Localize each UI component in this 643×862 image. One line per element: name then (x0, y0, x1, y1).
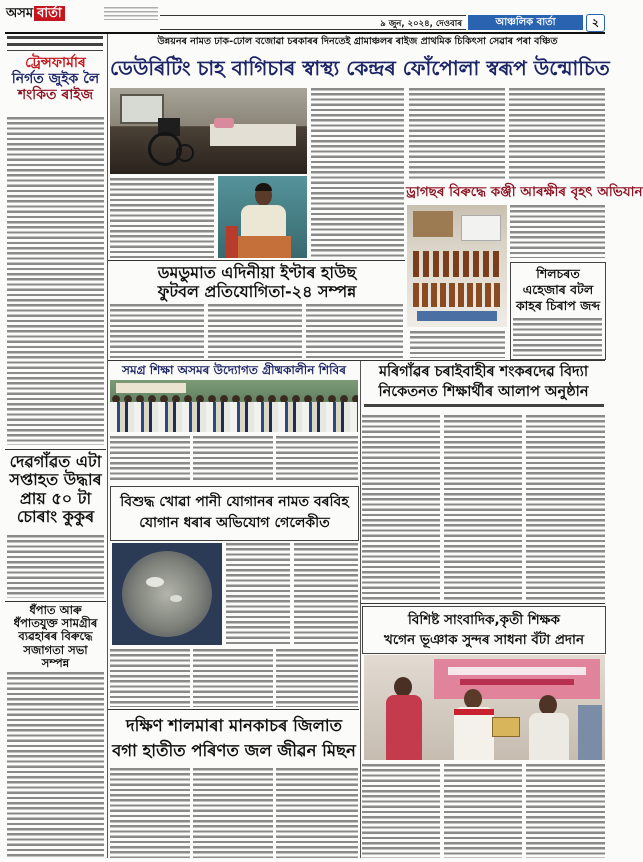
health-centre-kicker: উন্নয়নৰ নামত ঢাক-ঢোল বজোৱা চৰকাৰৰ দিনতেই গ্ৰামাঞ্চলৰ ৰাইজ প্ৰাথমিক চিকিৎসা সেৱাৰ পৰা বঞ্চিত (157, 36, 558, 47)
jal-jeevan-headline-line-2: বগা হাতীত পৰিণত জল জীৱন মিছন (112, 741, 356, 760)
transformer-kicker-lines (7, 36, 103, 51)
drugs-headline: ড্ৰাগছৰ বিৰুদ্ধে কঞ্জী আৰক্ষীৰ বৃহৎ অভিযান (406, 184, 643, 200)
tobacco-headline-line-1: ধঁপাত আৰু (29, 603, 82, 617)
masthead-rule (5, 32, 605, 34)
dogs-headline-line-4: চোৰাং কুকুৰ (16, 507, 95, 527)
morigaon-body-col-3 (526, 415, 605, 601)
jal-jeevan-body-col-2 (193, 768, 273, 858)
drinking-water-headline-line-2: যোগান ধৰাৰ অভিযোগ গেলেকীত (139, 515, 330, 531)
drinking-water-body-col-2 (294, 543, 358, 645)
health-centre-body-col-1 (110, 178, 214, 258)
transformer-headline-line-2: নিৰ্গত জুইক লৈ (11, 71, 100, 88)
drinking-water-body-col-3 (110, 649, 190, 707)
award-headline-box (362, 606, 606, 654)
transformer-article-body (7, 117, 104, 445)
summer-camp-body-col-2 (193, 436, 273, 482)
dogs-headline (5, 453, 106, 531)
jal-jeevan-body-col-3 (276, 768, 358, 858)
photo-seized-bottles (407, 205, 507, 327)
football-body-col-2 (208, 304, 302, 358)
morigaon-subhead-lines (364, 404, 604, 411)
football-headline-line-1: ডমডুমাত এদিনীয়া ইণ্টাৰ হাউছ (157, 263, 357, 282)
health-centre-body-col-3 (409, 88, 505, 180)
cough-syrup-box (510, 262, 606, 360)
jal-jeevan-body-col-1 (110, 768, 190, 858)
award-body-col-2 (444, 764, 522, 858)
left-rule-1 (5, 449, 106, 450)
dogs-headline-line-1: দেৱগাঁৱত এটা (9, 452, 102, 471)
lower-right-rule (361, 603, 605, 604)
dogs-headline-line-3: প্ৰায় ৫০ টা (19, 488, 92, 508)
health-centre-headline: ডেউৰিটিং চাহ বাগিচাৰ স্বাস্থ্য কেন্দ্ৰৰ ফোঁপোলা স্বৰূপ উন্মোচিত (110, 56, 610, 80)
football-headline (110, 263, 404, 301)
transformer-headline-line-3: শংকিত ৰাইজ (17, 87, 94, 104)
drinking-water-body-col-5 (276, 649, 358, 707)
lower-left-rule (108, 709, 359, 710)
drinking-water-body-col-4 (193, 649, 273, 707)
page-number: ২ (586, 14, 605, 32)
award-body-col-1 (362, 764, 440, 858)
summer-camp-body-col-3 (276, 436, 358, 482)
drinking-water-body-col-1 (226, 543, 290, 645)
cough-syrup-headline-line-1: শিলচৰত (536, 266, 580, 281)
award-headline-line-1: বিশিষ্ট সাংবাদিক,কৃতী শিক্ষক (408, 612, 560, 628)
issue-date: ৯ জুন, ২০২৪, দেওবাৰ (380, 19, 462, 29)
dogs-headline-line-2: সপ্তাহত উদ্ধাৰ (9, 470, 102, 490)
award-headline (365, 610, 603, 650)
mid-rule (108, 360, 605, 361)
health-centre-body-col-4 (509, 88, 605, 180)
award-headline-line-2: খগেন ভূঞাক সুন্দৰ সাধনা বঁটা প্ৰদান (383, 632, 585, 648)
cough-syrup-headline-line-2: এহেজাৰ বটল (522, 282, 594, 297)
transformer-headline-line-1: ট্ৰেন্সফাৰ্মাৰ (25, 55, 86, 71)
drinking-water-headline (113, 492, 356, 536)
morigaon-body-col-2 (444, 415, 522, 601)
drugs-body-col-1 (510, 205, 605, 258)
photo-award-ceremony (364, 655, 605, 760)
left-column-rule (107, 34, 108, 858)
drugs-body-col-2 (410, 331, 505, 358)
tobacco-headline-line-4: সজাগতা সভা (23, 642, 88, 657)
cough-syrup-headline (511, 266, 605, 316)
drinking-water-headline-line-1: বিশুদ্ধ খোৱা পানী যোগানৰ নামত বৰবিহ (120, 494, 349, 510)
summer-camp-body-col-1 (110, 436, 190, 482)
left-rule-2 (5, 601, 106, 602)
cough-syrup-headline-line-3: কাহৰ চিৰাপ জব্দ (515, 298, 601, 313)
jal-jeevan-headline-line-1: দক্ষিণ শালমাৰা মানকাচৰ জিলাত (125, 716, 343, 735)
football-headline-line-2: ফুটবল প্ৰতিযোগিতা-২৪ সম্পন্ন (157, 282, 357, 301)
photo-patient (218, 176, 307, 258)
photo-water-barrel (112, 543, 222, 645)
section-label: আঞ্চলিক বাৰ্তা (468, 15, 583, 30)
masthead-contact-lines (104, 7, 158, 20)
logo-part-1: অসম (6, 6, 34, 21)
tobacco-headline (5, 604, 106, 670)
lower-column-rule (360, 361, 361, 858)
tobacco-headline-line-3: ব্যৱহাৰৰ বিৰুদ্ধে (18, 629, 93, 644)
morigaon-headline (362, 362, 605, 402)
photo-summer-camp-group (110, 380, 358, 432)
dogs-article-body (7, 535, 104, 598)
masthead-logo (6, 4, 102, 24)
summer-camp-headline: সমগ্ৰ শিক্ষা অসমৰ উদ্যোগত গ্ৰীষ্মকালীন শিবিৰ (122, 363, 346, 377)
drinking-water-headline-box (110, 486, 359, 541)
tobacco-headline-line-2: ধঁপাতযুক্ত সামগ্ৰীৰ (13, 616, 98, 631)
logo-part-2: বাৰ্তা (34, 6, 65, 21)
photo-health-centre-room (110, 88, 307, 174)
award-body-col-3 (526, 764, 605, 858)
jal-jeevan-headline (110, 713, 358, 765)
tobacco-headline-line-5: সম্পন্ন (41, 655, 70, 670)
health-centre-body-col-2 (311, 88, 404, 258)
morigaon-headline-line-1: মৰিগাঁৱৰ চৰাইবাহীৰ শংকৰদেৱ বিদ্যা (378, 364, 589, 380)
football-body-col-1 (110, 304, 204, 358)
football-rule (108, 260, 405, 261)
tobacco-article-body (7, 672, 104, 857)
morigaon-body-col-1 (362, 415, 440, 601)
cough-syrup-body (513, 318, 602, 356)
morigaon-headline-line-2: নিকেতনত শিক্ষাৰ্থীৰ আলাপ অনুষ্ঠান (378, 384, 589, 400)
transformer-headline (5, 55, 106, 113)
football-body-col-3 (306, 304, 403, 358)
date-strip (160, 15, 466, 30)
